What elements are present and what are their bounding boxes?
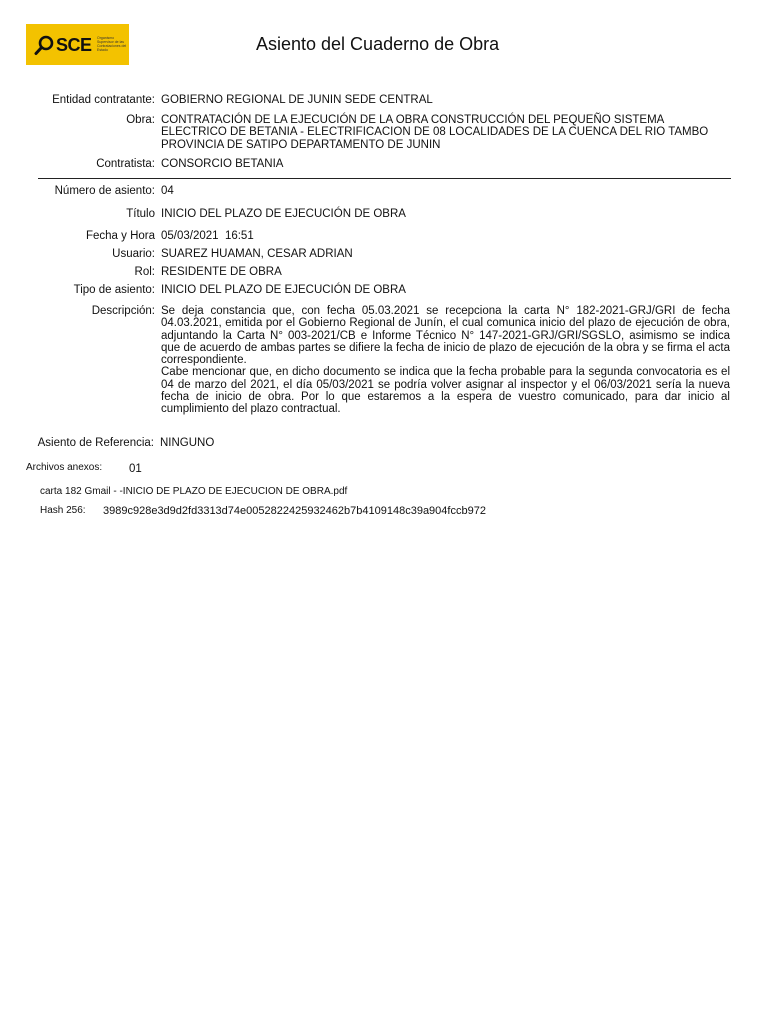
field-label: Descripción:	[91, 305, 155, 317]
field-label: Asiento de Referencia:	[37, 437, 154, 449]
field-label: Obra:	[126, 114, 155, 126]
field-value: SUAREZ HUAMAN, CESAR ADRIAN	[161, 248, 353, 260]
field-value: 04	[161, 185, 174, 197]
divider	[38, 178, 731, 179]
description-paragraph: Se deja constancia que, con fecha 05.03.2021 se recepciona la carta N° 182-2021-GRJ/GRI de fecha 04.03.2021, emitida por el Gobierno Regional de Junín, el cual comunica inicio del plazo de ejecución de obra, adjuntando la Carta N° 003-2021/CB e Informe Técnico N° 147-2021-GRJ/GRI/SGSLO, asimismo se indica que de acuerdo de ambas partes se difiere la fecha de inicio de plazo de ejecución de la obra y se firma el acta correspondiente.	[161, 305, 730, 367]
field-value: INICIO DEL PLAZO DE EJECUCIÓN DE OBRA	[161, 208, 406, 220]
logo-text: SCE	[56, 35, 92, 55]
field-value: INICIO DEL PLAZO DE EJECUCIÓN DE OBRA	[161, 284, 406, 296]
logo-subtext: Organismo Supervisor de las Contrataciones del Estado	[97, 36, 127, 52]
hash-label: Hash 256:	[40, 505, 86, 516]
field-label: Fecha y Hora	[85, 230, 155, 242]
field-value: NINGUNO	[160, 437, 215, 449]
osce-logo	[26, 24, 129, 65]
obra-line: PROVINCIA DE SATIPO DEPARTAMENTO DE JUNIN	[161, 138, 441, 151]
field-value: RESIDENTE DE OBRA	[161, 266, 282, 278]
description-paragraph: Cabe mencionar que, en dicho documento se indica que la fecha probable para la segunda convocatoria es el 04 de marzo del 2021, el día 05/03/2021 se podría volver asignar al inspector y el 06/03/2021 sería la nueva fecha de inicio de obra. Por lo que estaremos a la espera de vuestro comunicado, para dar inicio al cumplimiento del plazo contractual.	[161, 366, 730, 416]
field-value: GOBIERNO REGIONAL DE JUNIN SEDE CENTRAL	[161, 94, 433, 106]
field-label: Contratista:	[96, 158, 155, 170]
field-label: Tipo de asiento:	[73, 284, 155, 296]
field-value	[161, 305, 730, 416]
attachment-file-name[interactable]: carta 182 Gmail - -INICIO DE PLAZO DE EJECUCION DE OBRA.pdf	[40, 486, 348, 497]
field-label: Rol:	[134, 266, 155, 278]
hash-value: 3989c928e3d9d2fd3313d74e0052822425932462b7b4109148c39a904fccb972	[103, 505, 486, 517]
document-title: Asiento del Cuaderno de Obra	[256, 34, 500, 54]
attachments-count: 01	[129, 463, 142, 475]
field-value: 05/03/2021 16:51	[161, 230, 254, 242]
field-value	[161, 114, 736, 151]
field-label: Número de asiento:	[54, 185, 155, 197]
obra-line: CONTRATACIÓN DE LA EJECUCIÓN DE LA OBRA CONSTRUCCIÓN DEL PEQUEÑO SISTEMA	[161, 114, 665, 126]
field-label: Usuario:	[112, 248, 155, 260]
field-label: Título	[126, 208, 155, 220]
obra-line: ELECTRICO DE BETANIA - ELECTRIFICACION DE 08 LOCALIDADES DE LA CUENCA DEL RIO TAMBO	[161, 126, 709, 139]
magnifier-icon	[34, 34, 56, 56]
attachments-label: Archivos anexos:	[26, 462, 103, 473]
field-label: Entidad contratante:	[52, 94, 155, 106]
field-value: CONSORCIO BETANIA	[161, 158, 284, 170]
